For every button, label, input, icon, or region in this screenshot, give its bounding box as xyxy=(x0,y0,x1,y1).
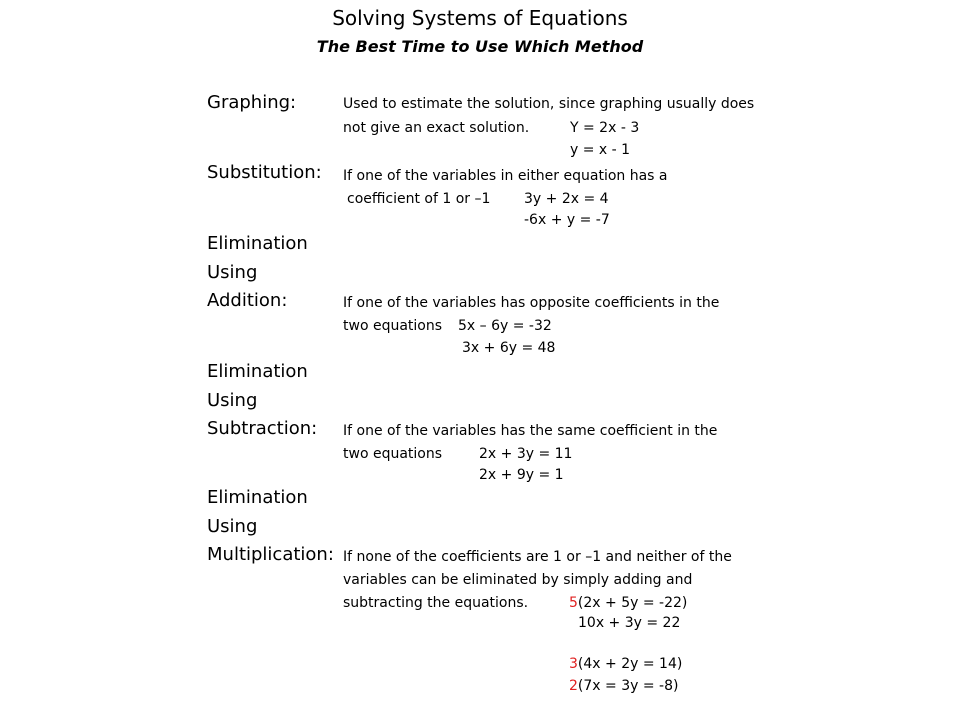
substitution-equation-1: 3y + 2x = 4 xyxy=(524,191,609,207)
term-addition-line3: Addition: xyxy=(207,290,288,311)
multiplication-example-3 xyxy=(569,678,678,694)
multiplier-5: 5 xyxy=(569,595,578,611)
multiplier-3: 3 xyxy=(569,656,578,672)
subtraction-desc-line1: If one of the variables has the same coefficient in the xyxy=(343,423,718,439)
multiplication-desc-line2: variables can be eliminated by simply adding and xyxy=(343,572,693,588)
substitution-desc-line1: If one of the variables in either equation has a xyxy=(343,168,668,184)
subtraction-desc-line2: two equations xyxy=(343,446,443,462)
addition-equation-2: 3x + 6y = 48 xyxy=(462,340,556,356)
graphing-equation-1: Y = 2x - 3 xyxy=(570,120,640,136)
subtraction-equation-1: 2x + 3y = 11 xyxy=(479,446,573,462)
substitution-desc-line2: coefficient of 1 or –1 xyxy=(347,191,491,207)
term-multiplication-line3: Multiplication: xyxy=(207,544,334,565)
subtraction-equation-2: 2x + 9y = 1 xyxy=(479,467,564,483)
term-multiplication-line1: Elimination xyxy=(207,487,308,508)
term-subtraction-line2: Using xyxy=(207,390,258,411)
page-subtitle: The Best Time to Use Which Method xyxy=(316,37,644,56)
graphing-desc-line2: not give an exact solution. xyxy=(343,120,530,136)
addition-desc-line2: two equations xyxy=(343,318,443,334)
multiplication-desc-line3: subtracting the equations. xyxy=(343,595,529,611)
addition-equation-1: 5x – 6y = -32 xyxy=(458,318,552,334)
multiplication-example-2-equation: (4x + 2y = 14) xyxy=(577,656,683,672)
term-multiplication-line2: Using xyxy=(207,516,258,537)
substitution-equation-2: -6x + y = -7 xyxy=(524,212,610,228)
multiplication-example-1-equation: (2x + 5y = -22) xyxy=(577,595,688,611)
graphing-desc-line1: Used to estimate the solution, since graphing usually does xyxy=(343,96,755,112)
term-addition-line1: Elimination xyxy=(207,233,308,254)
term-addition-line2: Using xyxy=(207,262,258,283)
term-subtraction-line1: Elimination xyxy=(207,361,308,382)
term-substitution: Substitution: xyxy=(207,162,322,183)
multiplication-desc-line1: If none of the coefficients are 1 or –1 and neither of the xyxy=(343,549,732,565)
addition-desc-line1: If one of the variables has opposite coefficients in the xyxy=(343,295,720,311)
multiplication-example-1-result: 10x + 3y = 22 xyxy=(578,615,681,631)
multiplication-example-3-equation: (7x = 3y = -8) xyxy=(577,678,679,694)
multiplication-example-2 xyxy=(569,656,682,672)
term-subtraction-line3: Subtraction: xyxy=(207,418,318,439)
multiplier-2: 2 xyxy=(569,678,578,694)
graphing-equation-2: y = x - 1 xyxy=(570,142,631,158)
multiplication-example-1 xyxy=(569,595,687,611)
page-title: Solving Systems of Equations xyxy=(332,6,628,30)
term-graphing: Graphing: xyxy=(207,92,297,113)
